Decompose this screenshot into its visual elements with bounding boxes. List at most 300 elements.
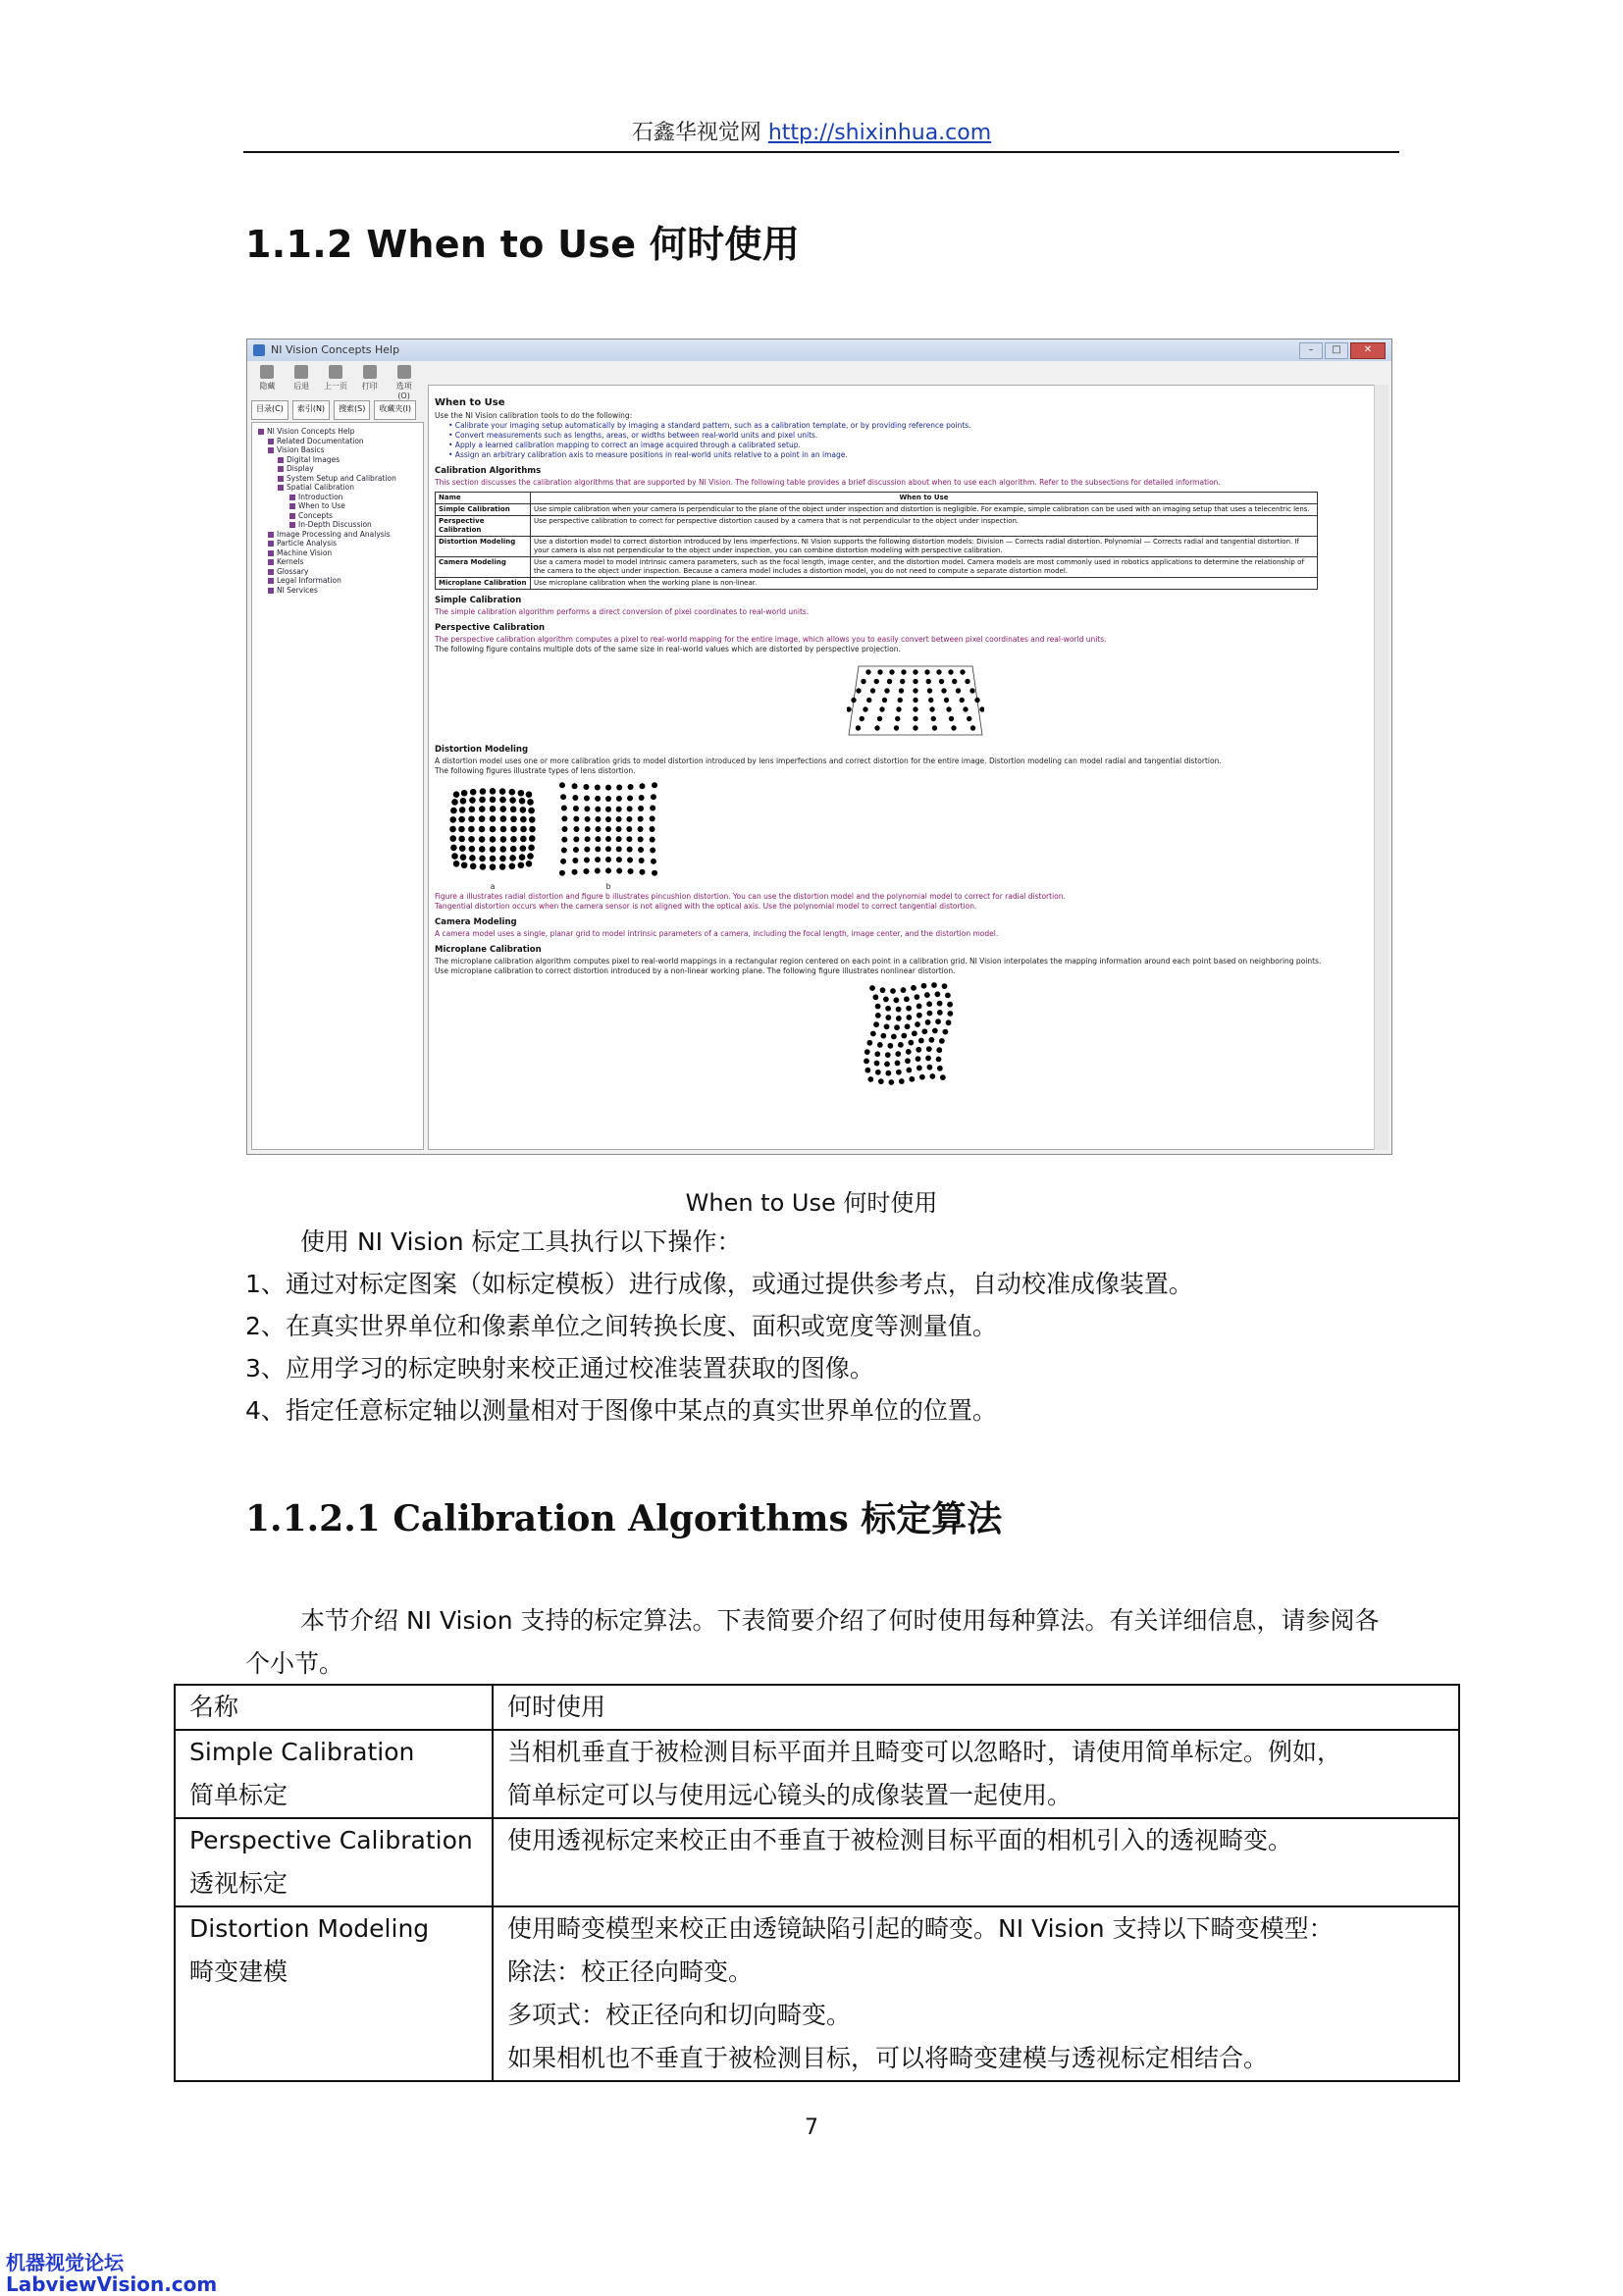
grid-dot <box>616 857 622 862</box>
grid-dot <box>470 789 477 796</box>
book-icon <box>258 429 264 435</box>
grid-dot <box>605 857 611 862</box>
grid-dot <box>909 1076 915 1082</box>
grid-dot <box>520 816 527 823</box>
sub-persp-text: The perspective calibration algorithm computes a pixel to real-world mapping for the entire image, which allows you to easily convert between pixel coordinates and real-world units. <box>435 635 1107 644</box>
grid-dot <box>901 669 906 674</box>
window-controls <box>1299 342 1386 359</box>
grid-dot <box>650 837 655 843</box>
grid-dot <box>490 836 497 843</box>
grid-dot <box>616 796 622 802</box>
grid-dot <box>901 987 907 993</box>
grid-dot <box>916 1066 922 1071</box>
tree-item[interactable]: Glossary <box>254 567 421 577</box>
grid-dot <box>928 1037 934 1043</box>
grid-dot <box>479 846 486 853</box>
mini-table-row <box>436 557 1318 578</box>
intro-line: 使用 NI Vision 标定工具执行以下操作： <box>300 1227 742 1256</box>
grid-dot <box>451 799 458 806</box>
grid-dot <box>865 669 870 674</box>
book-icon <box>268 439 274 444</box>
grid-dot <box>901 1033 907 1039</box>
grid-dot <box>896 1007 902 1013</box>
grid-dot <box>450 845 457 852</box>
grid-dot <box>906 1006 912 1012</box>
grid-dot <box>924 992 930 998</box>
sub-simple-title: Simple Calibration <box>435 596 522 605</box>
grid-dot <box>884 1061 890 1067</box>
grid-dot <box>974 698 979 703</box>
help-content-pane <box>428 385 1376 1150</box>
grid-dot <box>595 796 601 802</box>
tab-contents[interactable]: 目录(C) <box>251 400 288 420</box>
tree-item[interactable]: Machine Vision <box>254 548 421 558</box>
grid-dot <box>572 869 578 875</box>
grid-dot <box>880 1033 886 1039</box>
grid-dot <box>527 853 534 860</box>
grid-dot <box>866 1040 872 1046</box>
grid-dot <box>895 1051 901 1057</box>
book-icon <box>268 541 274 547</box>
grid-dot <box>916 1004 922 1010</box>
book-icon <box>289 513 295 519</box>
grid-dot <box>891 1034 897 1040</box>
grid-dot <box>934 991 940 997</box>
grid-dot <box>559 782 565 788</box>
grid-dot <box>518 790 525 797</box>
tab-search[interactable]: 搜索(S) <box>334 400 370 420</box>
grid-dot <box>526 861 533 867</box>
tree-item[interactable]: Kernels <box>254 557 421 567</box>
grid-dot <box>851 698 856 703</box>
grid-dot <box>461 861 468 868</box>
content-bullet: • Assign an arbitrary calibration axis to measure positions in real-world units relative to a point in an image. <box>448 450 848 459</box>
grid-dot <box>967 716 971 721</box>
tree-item[interactable]: NI Vision Concepts Help <box>254 427 421 437</box>
grid-dot <box>479 806 486 812</box>
grid-dot <box>937 1001 943 1007</box>
grid-dot <box>490 826 497 833</box>
grid-dot <box>956 688 961 693</box>
toolbar-options-button[interactable]: 选项(O) <box>392 364 416 397</box>
grid-dot <box>469 797 476 804</box>
grid-dot <box>595 846 601 852</box>
header-link[interactable]: http://shixinhua.com <box>767 121 992 145</box>
grid-dot <box>605 836 611 842</box>
grid-dot <box>459 807 466 813</box>
grid-dot <box>875 1004 881 1010</box>
table-cell-name <box>175 1818 493 1906</box>
grid-dot <box>510 815 517 822</box>
grid-dot <box>921 1028 927 1034</box>
fig-label-b: b <box>605 882 611 891</box>
mini-table-row <box>436 537 1318 557</box>
mini-cell-when: Use simple calibration when your camera is perpendicular to the plane of the object under inspection and distortion is negligible. For example, simple calibration can be used with an imaging setup that uses a telecentric lens. <box>531 504 1318 516</box>
grid-dot <box>939 679 944 684</box>
grid-dot <box>500 826 507 833</box>
grid-dot <box>480 863 487 870</box>
tree-item[interactable]: Display <box>254 464 421 474</box>
fig-label-a: a <box>490 882 496 891</box>
when-line: 简单标定可以与使用远心镜头的成像装置一起使用。 <box>507 1781 1073 1809</box>
book-icon <box>268 532 274 538</box>
grid-dot <box>499 863 506 870</box>
grid-dot <box>931 982 937 988</box>
grid-dot <box>879 706 884 711</box>
grid-dot <box>947 1011 953 1017</box>
close-icon[interactable]: ✕ <box>1350 342 1386 359</box>
grid-dot <box>616 816 622 822</box>
grid-dot <box>458 836 465 843</box>
grid-dot <box>887 679 892 684</box>
tree-item[interactable]: NI Services <box>254 586 421 596</box>
grid-dot <box>519 798 526 805</box>
grid-dot <box>490 815 497 822</box>
grid-dot <box>896 706 901 711</box>
grid-dot <box>651 859 656 864</box>
when-line: 使用透视标定来校正由不垂直于被检测目标平面的相机引入的透视畸变。 <box>507 1826 1293 1854</box>
grid-dot <box>650 848 655 854</box>
sub-simple-text: The simple calibration algorithm performs a direct conversion of pixel coordinates to real-world units. <box>435 607 810 616</box>
grid-dot <box>469 807 476 813</box>
table-row <box>175 1906 1459 2081</box>
help-window-screenshot <box>246 339 1392 1155</box>
toolbar-hide-button[interactable]: 隐藏 <box>255 364 280 397</box>
mini-table-row <box>436 578 1318 590</box>
mini-cell-name: Simple Calibration <box>436 504 531 516</box>
when-line: 除法：校正径向畸变。 <box>507 1957 754 1986</box>
minimize-icon[interactable]: – <box>1299 342 1323 359</box>
grid-dot <box>451 853 458 860</box>
grid-dot <box>918 1038 924 1044</box>
grid-dot <box>913 669 917 674</box>
when-line: 使用畸变模型来校正由透镜缺陷引起的畸变。NI Vision 支持以下畸变模型： <box>507 1914 1334 1943</box>
grid-dot <box>468 826 475 833</box>
sub-cam-title: Camera Modeling <box>435 917 517 927</box>
grid-dot <box>912 1030 917 1036</box>
grid-dot <box>942 1029 948 1035</box>
grid-dot <box>652 782 657 788</box>
tree-item[interactable]: Related Documentation <box>254 437 421 446</box>
grid-dot <box>905 1058 911 1064</box>
grid-dot <box>528 808 535 814</box>
grid-dot <box>885 1052 891 1058</box>
grid-dot <box>913 725 917 730</box>
grid-dot <box>499 788 506 795</box>
grid-dot <box>638 806 644 811</box>
tree-item[interactable]: Introduction <box>254 493 421 502</box>
sub-persp-text2: The following figure contains multiple dots of the same size in real-world values which are distorted by perspective projection. <box>435 645 901 653</box>
grid-dot <box>468 815 475 822</box>
grid-dot <box>520 845 527 852</box>
grid-dot <box>926 1011 932 1017</box>
tree-item[interactable]: Vision Basics <box>254 445 421 455</box>
grid-dot <box>509 855 516 861</box>
watermark-line1: 机器视觉论坛 <box>6 2251 124 2274</box>
grid-dot <box>942 983 948 989</box>
grid-dot <box>499 856 506 862</box>
grid-dot <box>490 788 497 795</box>
grid-dot <box>616 846 622 852</box>
grid-dot <box>877 716 882 721</box>
grid-dot <box>583 868 589 874</box>
grid-dot <box>877 669 882 674</box>
grid-dot <box>969 688 974 693</box>
grid-dot <box>584 847 590 853</box>
table-cell-when <box>493 1906 1459 2081</box>
toolbar-print-button[interactable]: 打印 <box>357 364 382 397</box>
app-icon <box>253 344 265 356</box>
grid-dot <box>560 859 566 864</box>
grid-dot <box>509 789 516 796</box>
grid-dot <box>926 679 931 684</box>
book-icon <box>268 578 274 584</box>
grid-dot <box>616 836 622 842</box>
book-icon <box>289 495 295 500</box>
grid-dot <box>900 679 905 684</box>
grid-dot <box>638 847 644 853</box>
grid-dot <box>490 797 497 804</box>
grid-dot <box>605 796 611 802</box>
grid-dot <box>449 816 456 823</box>
grid-dot <box>529 826 536 833</box>
watermark-line2[interactable]: LabviewVision.com <box>6 2272 218 2296</box>
tree-item[interactable]: When to Use <box>254 501 421 511</box>
content-bullet: • Calibrate your imaging setup automatically by imaging a standard pattern, such as a calibration template, or by providing reference points. <box>448 421 971 430</box>
grid-dot <box>874 1061 880 1067</box>
grid-dot <box>888 1079 894 1085</box>
tree-item[interactable]: Legal Information <box>254 576 421 586</box>
grid-dot <box>479 856 486 862</box>
grid-dot <box>882 698 887 703</box>
grid-dot <box>963 706 968 711</box>
tree-item[interactable]: In-Depth Discussion <box>254 520 421 530</box>
microplane-grid-figure <box>855 980 963 1088</box>
grid-dot <box>925 1056 931 1062</box>
grid-dot <box>946 706 951 711</box>
distortion-figures <box>439 780 1369 892</box>
grid-dot <box>638 816 644 822</box>
grid-dot <box>573 816 579 822</box>
grid-dot <box>899 1078 905 1084</box>
mini-cell-when: Use a camera model to model intrinsic camera parameters, such as the focal length, image center, and the distortion model. Camera models are most commonly used in robotics applications to determine the relationship of the camera to the object under inspection. Because a camera model includes a distortion model, you do not need to compute a separate distortion model. <box>531 557 1318 578</box>
grid-dot <box>890 988 896 994</box>
book-icon <box>268 588 274 594</box>
grid-dot <box>937 1066 943 1071</box>
grid-dot <box>561 848 567 854</box>
grid-dot <box>932 725 937 730</box>
grid-dot <box>945 993 951 999</box>
grid-dot <box>479 797 486 804</box>
tree-item[interactable]: Concepts <box>254 511 421 521</box>
grid-dot <box>500 815 507 822</box>
grid-dot <box>479 826 486 833</box>
grid-dot <box>480 788 487 795</box>
grid-dot <box>864 1059 869 1065</box>
grid-dot <box>605 816 611 822</box>
grid-dot <box>584 796 590 802</box>
mini-cell-name: Distortion Modeling <box>436 537 531 557</box>
help-toolbar <box>247 361 424 400</box>
tab-index[interactable]: 索引(N) <box>292 400 330 420</box>
mini-cell-name: Perspective Calibration <box>436 516 531 537</box>
grid-dot <box>650 815 655 821</box>
algorithms-mini-table <box>435 492 1318 590</box>
grid-dot <box>616 868 622 874</box>
grid-dot <box>887 1043 893 1049</box>
grid-dot <box>932 1028 938 1034</box>
content-bullet: • Convert measurements such as lengths, areas, or widths between real-world units and pixel units. <box>448 431 818 440</box>
grid-dot <box>951 725 956 730</box>
grid-dot <box>870 688 875 693</box>
grid-dot <box>561 806 567 811</box>
grid-dot <box>913 698 917 703</box>
grid-dot <box>941 688 946 693</box>
grid-dot <box>866 698 871 703</box>
when-line: 多项式：校正径向和切向畸变。 <box>507 2001 852 2029</box>
grid-dot <box>573 826 579 832</box>
grid-dot <box>896 1016 902 1021</box>
grid-dot <box>860 716 864 721</box>
grid-dot <box>970 725 975 730</box>
grid-dot <box>616 807 622 812</box>
algorithms-title: Calibration Algorithms <box>435 466 542 476</box>
grid-dot <box>453 791 460 798</box>
grid-dot <box>638 836 644 842</box>
grid-dot <box>864 1049 870 1055</box>
grid-dot <box>509 863 516 870</box>
grid-dot <box>627 847 633 853</box>
barrel-grid <box>439 780 547 878</box>
grid-dot <box>616 826 622 832</box>
header-rule <box>243 151 1399 153</box>
subsection-heading: 1.1.2.1 Calibration Algorithms 标定算法 <box>245 1498 1003 1539</box>
grid-dot <box>936 1047 942 1053</box>
grid-dot <box>885 1070 891 1076</box>
grid-dot <box>520 826 527 833</box>
book-icon <box>268 550 274 556</box>
distortion-fig-b <box>554 780 662 892</box>
book-icon <box>278 476 284 482</box>
table-cell-when <box>493 1818 1459 1906</box>
grid-dot <box>856 725 861 730</box>
grid-dot <box>883 997 889 1003</box>
grid-dot <box>616 784 622 790</box>
grid-dot <box>585 816 591 822</box>
grid-dot <box>872 994 878 1000</box>
book-icon <box>278 466 284 472</box>
grid-dot <box>605 867 611 873</box>
grid-dot <box>949 716 954 721</box>
window-title: NI Vision Concepts Help <box>271 343 400 356</box>
sub-dist-text2: The following figures illustrate types of lens distortion. <box>435 766 636 775</box>
toolbar-prev-button[interactable]: 上一页 <box>324 364 348 397</box>
grid-dot <box>940 1074 946 1080</box>
grid-dot <box>925 1019 931 1025</box>
grid-dot <box>878 1078 884 1084</box>
grid-dot <box>560 794 566 800</box>
grid-dot <box>638 826 644 832</box>
fig-caption2: Tangential distortion occurs when the camera sensor is not aligned with the optical axis. Use the polynomial model to correct tangential distortion. <box>435 902 977 911</box>
grid-dot <box>873 1021 879 1027</box>
sub-persp-title: Perspective Calibration <box>435 623 546 633</box>
table-header-name: 名称 <box>175 1685 493 1730</box>
grid-dot <box>595 816 601 822</box>
name-en: Distortion Modeling <box>189 1914 430 1943</box>
tree-item[interactable]: System Setup and Calibration <box>254 474 421 484</box>
book-icon <box>289 522 295 528</box>
grid-dot <box>584 857 590 862</box>
grid-dot <box>652 870 657 876</box>
tree-item[interactable]: Spatial Calibration <box>254 483 421 493</box>
table-cell-name <box>175 1730 493 1818</box>
grid-dot <box>572 795 578 801</box>
grid-dot <box>561 815 567 821</box>
grid-dot <box>904 996 910 1002</box>
toolbar-back-button[interactable]: 后退 <box>289 364 314 397</box>
grid-dot <box>913 688 917 693</box>
page-header <box>0 116 1623 146</box>
grid-dot <box>595 868 601 874</box>
grid-dot <box>944 698 949 703</box>
tree-item[interactable]: Particle Analysis <box>254 539 421 548</box>
grid-dot <box>627 857 633 862</box>
grid-dot <box>520 836 527 843</box>
distortion-fig-a <box>439 780 547 892</box>
grid-dot <box>936 1057 942 1063</box>
grid-dot <box>913 706 917 711</box>
grid-dot <box>906 1049 912 1055</box>
grid-dot <box>573 836 579 842</box>
content-scrollbar[interactable] <box>1374 385 1388 1150</box>
grid-dot <box>469 855 476 861</box>
grid-dot <box>499 806 506 812</box>
grid-dot <box>470 863 477 870</box>
grid-dot <box>595 807 601 812</box>
grid-dot <box>924 669 929 674</box>
grid-dot <box>529 835 536 842</box>
grid-dot <box>911 985 916 991</box>
grid-dot <box>937 1010 943 1016</box>
grid-dot <box>458 826 465 833</box>
grid-dot <box>585 826 591 832</box>
grid-dot <box>572 783 578 789</box>
tree-item[interactable]: Digital Images <box>254 455 421 465</box>
grid-dot <box>874 679 879 684</box>
grid-dot <box>529 816 536 823</box>
grid-dot <box>450 808 457 814</box>
grid-dot <box>894 1024 900 1030</box>
tab-favorites[interactable]: 收藏夹(I) <box>374 400 416 420</box>
name-en: Perspective Calibration <box>189 1826 473 1854</box>
grid-dot <box>573 847 579 853</box>
grid-dot <box>527 799 534 806</box>
grid-dot <box>885 1015 891 1020</box>
section-intro: 本节介绍 NI Vision 支持的标定算法。下表简要介绍了何时使用每种算法。有关详细信息，请参阅各个小节。 <box>245 1606 1380 1678</box>
grid-dot <box>605 826 611 832</box>
grid-dot <box>461 790 468 797</box>
grid-dot <box>628 784 634 790</box>
grid-dot <box>894 725 899 730</box>
grid-dot <box>898 698 903 703</box>
tree-item[interactable]: Image Processing and Analysis <box>254 530 421 540</box>
grid-dot <box>884 688 889 693</box>
maximize-icon[interactable]: □ <box>1325 342 1348 359</box>
grid-dot <box>510 836 517 843</box>
grid-dot <box>929 1073 935 1079</box>
grid-dot <box>449 826 456 833</box>
grid-dot <box>874 725 879 730</box>
